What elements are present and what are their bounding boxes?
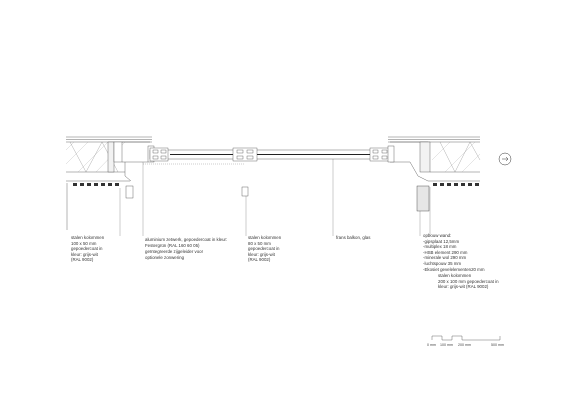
window-frame	[150, 148, 390, 161]
scale-bar	[432, 336, 500, 340]
label-aluminium-frame: aluminium zetwerk, gepoedercoat in kleur: Festergrün (RAL 160 60 05)	[145, 237, 228, 248]
label-french-balcony: frans balkon, glas	[336, 235, 371, 240]
scale-tick-0: 0 mm	[427, 343, 436, 347]
wall-section-left	[66, 137, 154, 181]
leader-lines	[120, 159, 430, 236]
scale-tick-500: 500 mm	[491, 343, 504, 347]
label-integrated-guide: geïntegreerde zijgeleider voor optionele zonwering	[145, 249, 204, 260]
wall-section-right	[388, 137, 480, 211]
label-steel-columns-right: stalen kolommen 200 x 100 mm gepoedercoat in kleur: grijs-wit (RAL 9002)	[438, 273, 499, 290]
steel-columns	[67, 183, 248, 230]
ekosiet-elements-right	[433, 183, 479, 186]
scale-tick-200: 200 mm	[458, 343, 471, 347]
label-steel-columns-mid: stalen kolommen 80 x 50 mm gepoedercoat in kleur: grijs-wit (RAL 9002)	[248, 235, 282, 263]
arrow-right-circle-icon	[499, 153, 511, 165]
ekosiet-elements-left	[73, 183, 119, 186]
scale-tick-100: 100 mm	[440, 343, 453, 347]
label-steel-columns-left: stalen kolommen 100 x 50 mm gepoedercoat in kleur: grijs-wit (RAL 9002)	[71, 235, 105, 263]
label-wall-buildup: opbouw wand: -gipsplaat 12,5mm -multiplex 18 mm -HSB element 290 mm -minerale wol 290 mm -luchtspouw 35 mm -Ekosiet gevelelementen20 mm	[423, 233, 485, 272]
